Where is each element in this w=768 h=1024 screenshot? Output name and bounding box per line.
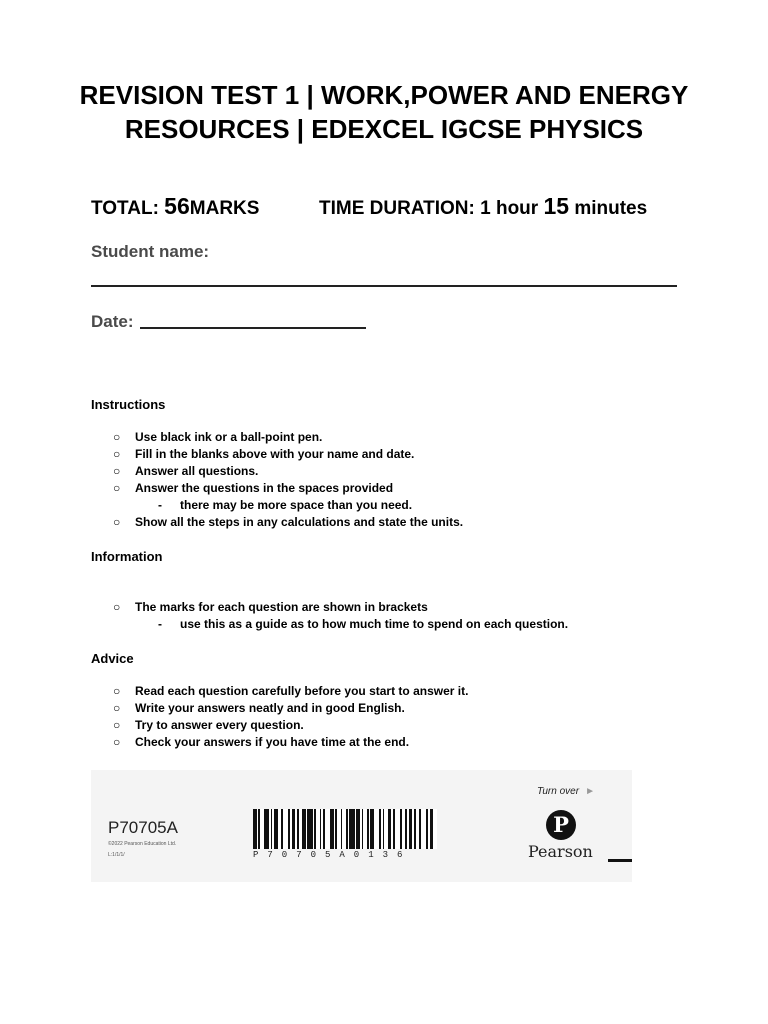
corner-dash <box>608 859 632 862</box>
sub-list-item: - there may be more space than you need. <box>158 498 413 512</box>
list-item: ○ Try to answer every question. <box>113 718 304 732</box>
list-item: ○ Answer all questions. <box>113 464 259 478</box>
barcode-text: P70705A0136 <box>253 850 412 860</box>
list-item: ○ Write your answers neatly and in good English. <box>113 701 405 715</box>
time-label: TIME DURATION: 1 hour <box>319 198 544 219</box>
bullet-marker: ○ <box>113 735 121 749</box>
totals-row <box>91 192 711 223</box>
play-arrow-icon: ► <box>585 786 595 797</box>
list-item: ○ Show all the steps in any calculations and state the units. <box>113 515 464 529</box>
student-name-blank[interactable] <box>91 285 677 287</box>
bullet-marker: ○ <box>113 481 121 495</box>
dash-marker: - <box>158 498 162 512</box>
information-heading: Information <box>91 549 163 564</box>
copyright-text: ©2022 Pearson Education Ltd. <box>108 841 177 847</box>
advice-heading: Advice <box>91 651 134 666</box>
sub-list-item: - use this as a guide as to how much time to spend on each question. <box>158 617 569 631</box>
bullet-marker: ○ <box>113 600 121 614</box>
advice-list <box>113 683 468 751</box>
total-marks-value: 56 <box>164 193 190 219</box>
student-name-label: Student name: <box>91 242 210 261</box>
paper-footer <box>91 770 632 882</box>
bullet-marker: ○ <box>113 684 121 698</box>
document-title <box>0 78 768 146</box>
time-minutes-value: 15 <box>543 193 570 219</box>
pearson-logo-icon: P <box>546 810 576 840</box>
turn-over-text: Turn over <box>537 786 580 797</box>
marks-label: MARKS <box>189 198 260 219</box>
title-line-2: RESOURCES | EDEXCEL IGCSE PHYSICS <box>124 114 644 144</box>
list-item: ○ Answer the questions in the spaces provided <box>113 481 394 495</box>
barcode <box>253 809 437 849</box>
instructions-list <box>113 429 463 531</box>
instructions-heading: Instructions <box>91 397 166 412</box>
bullet-marker: ○ <box>113 718 121 732</box>
barcode-stripe <box>433 809 437 849</box>
bullet-marker: ○ <box>113 515 121 529</box>
turn-over-label <box>537 786 595 797</box>
edition-text: L:1/1/1/ <box>108 852 125 858</box>
date-blank[interactable] <box>140 313 366 329</box>
bullet-marker: ○ <box>113 464 121 478</box>
list-item: ○ Read each question carefully before you start to answer it. <box>113 684 469 698</box>
list-item: ○ Check your answers if you have time at the end. <box>113 735 410 749</box>
bullet-marker: ○ <box>113 447 121 461</box>
bullet-marker: ○ <box>113 701 121 715</box>
title-line-1: REVISION TEST 1 | WORK,POWER AND ENERGY <box>79 80 689 110</box>
bullet-marker: ○ <box>113 430 121 444</box>
total-label: TOTAL: <box>91 198 165 219</box>
list-item: ○ Use black ink or a ball-point pen. <box>113 430 323 444</box>
paper-code: P70705A <box>108 818 178 837</box>
date-field <box>91 312 366 332</box>
list-item: ○ The marks for each question are shown in brackets <box>113 600 428 614</box>
list-item: ○ Fill in the blanks above with your name and date. <box>113 447 415 461</box>
minutes-label: minutes <box>574 198 648 219</box>
pearson-wordmark: Pearson <box>528 842 593 861</box>
dash-marker: - <box>158 617 162 631</box>
information-list <box>113 599 568 633</box>
time-duration <box>319 192 647 223</box>
date-label: Date: <box>91 312 134 331</box>
